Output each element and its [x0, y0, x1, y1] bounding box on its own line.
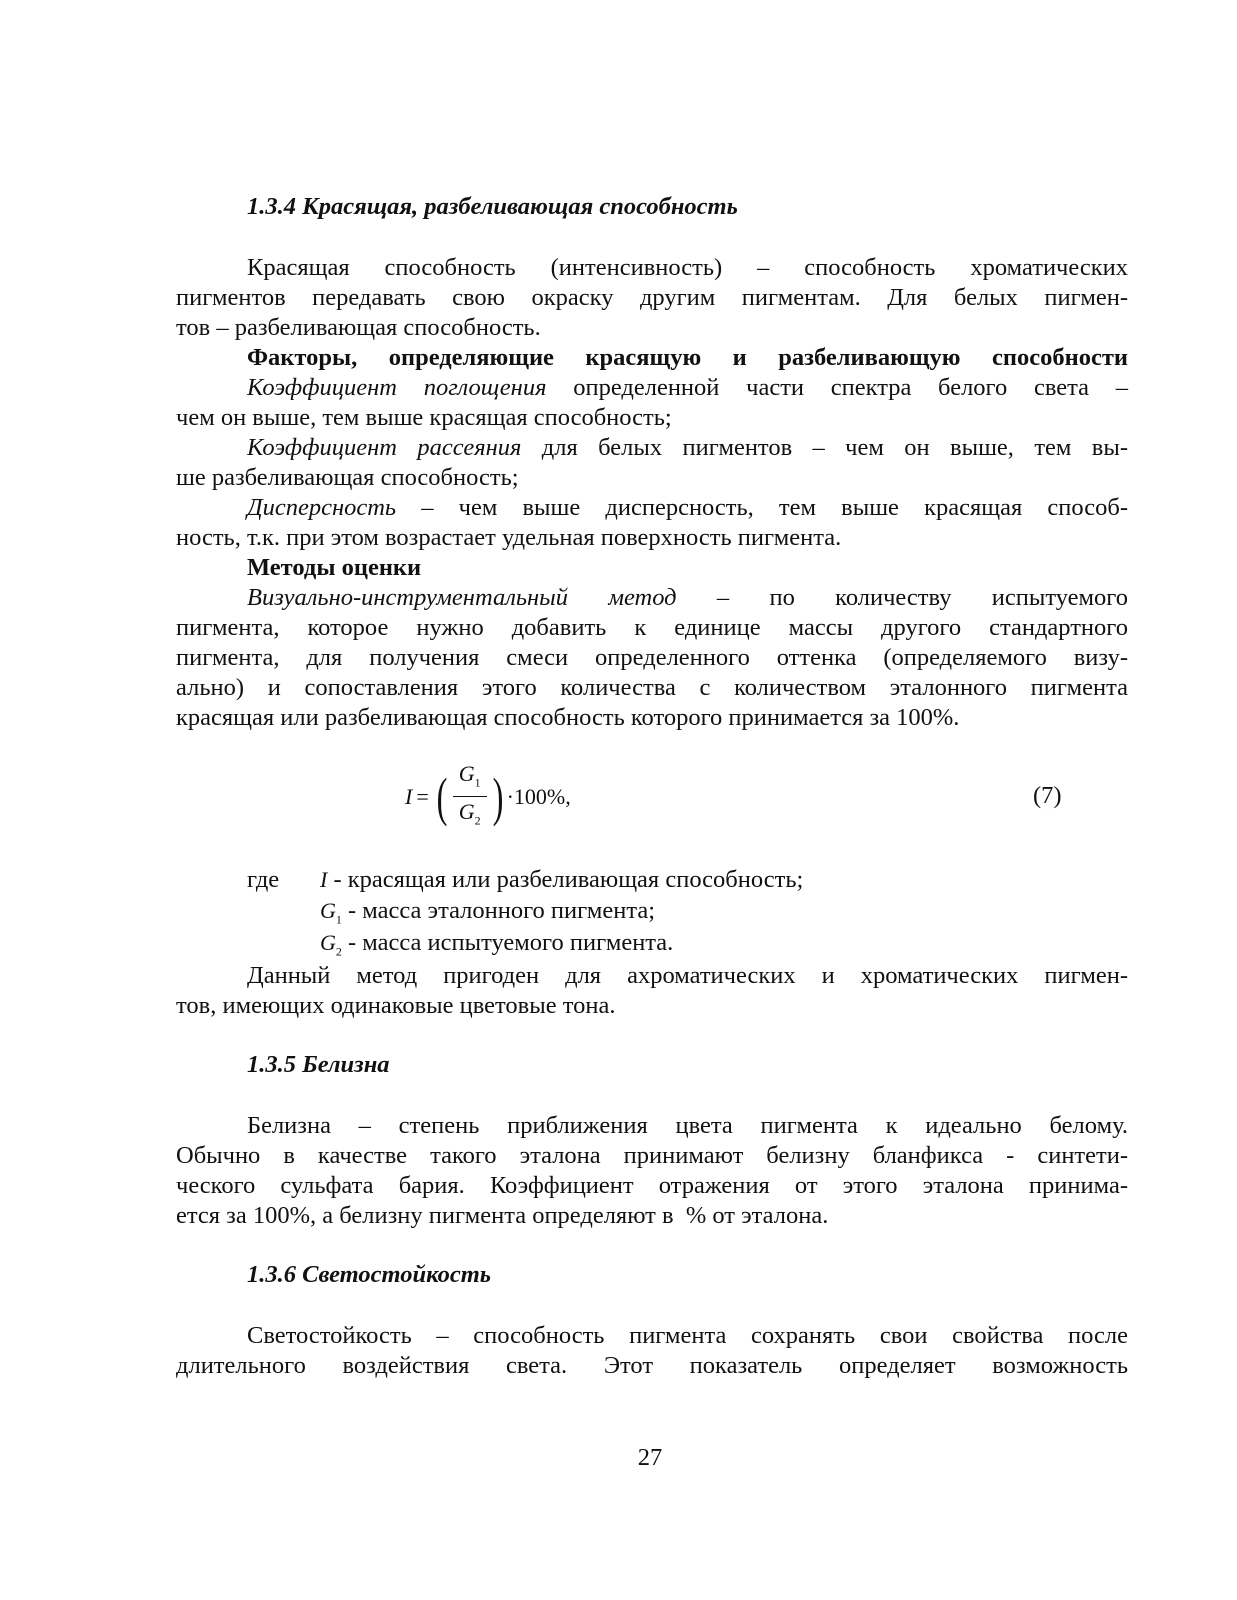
paragraph-line: длительного воздействия света. Этот показатель определяет возможность: [176, 1352, 1128, 1379]
factor-text: определенной части спектра белого света –: [546, 374, 1128, 401]
paragraph-line: ше разбеливающая способность;: [176, 464, 519, 491]
paragraph-line: Красящая способность (интенсивность) – способность хроматических: [247, 254, 1128, 281]
section-heading-1-3-5: 1.3.5 Белизна: [247, 1051, 390, 1078]
section-heading-1-3-4: 1.3.4 Красящая, разбеливающая способность: [247, 193, 738, 220]
formula-7: [405, 760, 571, 828]
page-number: 27: [637, 1444, 663, 1471]
symbol-letter: I: [320, 867, 328, 892]
numerator-subscript: 1: [474, 775, 481, 789]
fraction-denominator: [453, 797, 487, 833]
where-symbol: [320, 898, 342, 927]
where-text: - красящая или разбеливающая способность;: [327, 866, 804, 893]
factor-line: [247, 493, 1128, 523]
paragraph-line: Светостойкость – способность пигмента сохранять свои свойства после: [247, 1322, 1128, 1349]
factors-heading: Факторы, определяющие красящую и разбеливающую способности: [247, 344, 1128, 371]
equation-number: (7): [1033, 782, 1062, 809]
paragraph-line: ется за 100%, а белизну пигмента определяют в % от эталона.: [176, 1202, 829, 1229]
formula-fraction: [453, 761, 487, 834]
factor-term: Коэффициент рассеяния: [247, 434, 522, 461]
where-text: - масса испытуемого пигмента.: [341, 929, 674, 956]
factor-text: – чем выше дисперсность, тем выше красящая способ-: [396, 494, 1128, 521]
paragraph-line: Белизна – степень приближения цвета пигмента к идеально белому.: [247, 1112, 1128, 1139]
symbol-subscript: 2: [335, 944, 342, 959]
paragraph-line: пигмента, которое нужно добавить к единице массы другого стандартного: [176, 614, 1128, 641]
where-item: [320, 866, 803, 896]
factor-text: для белых пигментов – чем он выше, тем вы-: [521, 434, 1128, 461]
paragraph-line: Данный метод пригоден для ахроматических и хроматических пигмен-: [247, 962, 1128, 989]
symbol-letter: G: [320, 930, 336, 955]
paragraph-line: тов – разбеливающая способность.: [176, 314, 541, 341]
paragraph-line: чем он выше, тем выше красящая способность;: [176, 404, 672, 431]
paragraph-line: тов, имеющих одинаковые цветовые тона.: [176, 992, 616, 1019]
where-label: где: [247, 866, 280, 893]
right-paren: ): [492, 767, 504, 827]
formula-trailing-comma: ,: [565, 784, 571, 809]
symbol-letter: G: [320, 898, 336, 923]
symbol-subscript: 1: [335, 912, 342, 927]
paragraph-line: пигмента, для получения смеси определенного оттенка (определяемого визу-: [176, 644, 1128, 671]
where-item: [320, 929, 673, 959]
numerator-symbol: G: [458, 760, 475, 786]
factor-term: Дисперсность: [247, 494, 397, 521]
where-item: [320, 897, 655, 927]
method-term: Визуально-инструментальный метод: [247, 584, 677, 611]
paragraph-line: красящая или разбеливающая способность которого принимается за 100%.: [176, 704, 960, 731]
paragraph-line: пигментов передавать свою окраску другим пигментам. Для белых пигмен-: [176, 284, 1128, 311]
method-text: – по количеству испытуемого: [676, 584, 1128, 611]
where-text: - масса эталонного пигмента;: [341, 897, 656, 924]
where-symbol: [320, 930, 342, 959]
method-line: [247, 583, 1128, 613]
factor-term: Коэффициент поглощения: [247, 374, 547, 401]
formula-equals: =: [416, 784, 429, 809]
factor-line: [247, 373, 1128, 403]
section-heading-1-3-6: 1.3.6 Светостойкость: [247, 1261, 491, 1288]
denominator-symbol: G: [458, 799, 475, 824]
paragraph-line: Обычно в качестве такого эталона принимают белизну бланфикса - синтети-: [176, 1142, 1128, 1169]
paragraph-line: ность, т.к. при этом возрастает удельная поверхность пигмента.: [176, 524, 842, 551]
formula-lhs: I: [405, 784, 413, 809]
formula-factor: ·100%: [506, 784, 566, 809]
paragraph-line: ческого сульфата бария. Коэффициент отражения от этого эталона принима-: [176, 1172, 1128, 1199]
paragraph-line: ально) и сопоставления этого количества с количеством эталонного пигмента: [176, 674, 1128, 701]
denominator-subscript: 2: [474, 813, 481, 828]
left-paren: (: [436, 767, 448, 827]
fraction-numerator: [453, 761, 487, 797]
factor-line: [247, 433, 1128, 463]
methods-heading: Методы оценки: [247, 554, 422, 581]
